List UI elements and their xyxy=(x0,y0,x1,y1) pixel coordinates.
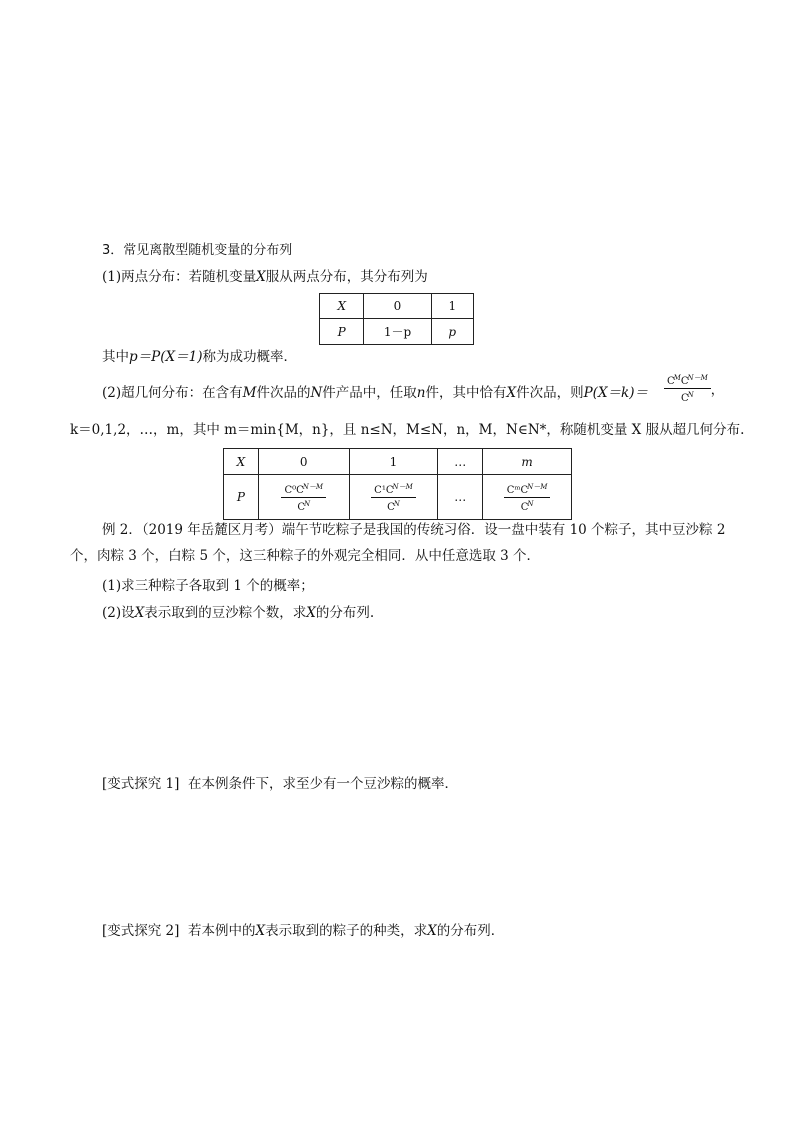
table-cell: … xyxy=(438,449,483,475)
example-question2: (2)设X表示取到的豆沙粽个数，求X的分布列. xyxy=(102,605,375,621)
variant2-label: [变式探究 2] xyxy=(102,923,180,939)
two-point-note: 其中p＝P(X＝1)称为成功概率． xyxy=(102,349,297,365)
table-cell: … xyxy=(438,475,483,520)
variant1 xyxy=(102,775,458,793)
table-cell: 0 xyxy=(258,449,349,475)
variant1-label: [变式探究 1] xyxy=(102,776,180,792)
example-line2: 个，肉粽 3 个，白粽 5 个，这三种粽子的外观完全相同．从中任意选取 3 个． xyxy=(70,548,541,564)
hypergeo-formula: $\frac{C^MC^{N-M}}{C^N}$ ， xyxy=(664,373,724,404)
example-question1: (1)求三种粽子各取到 1 个的概率； xyxy=(102,578,314,594)
hypergeo-line2: k＝0,1,2，…，m，其中 m＝min{M，n}，且 n≤N，M≤N，n，M，N∈N*，称随机变量 X 服从超几何分布. xyxy=(70,422,745,438)
table-cell: 1 xyxy=(431,294,473,319)
table-cell: p xyxy=(431,319,473,345)
two-point-intro: (1)两点分布：若随机变量X服从两点分布，其分布列为 xyxy=(102,269,428,285)
variant1-text: 在本例条件下，求至少有一个豆沙粽的概率． xyxy=(188,776,459,792)
table-cell: 0 xyxy=(364,294,431,319)
table-cell: 1－p xyxy=(364,319,431,345)
table-cell: $\frac{C^1C^{N-M}}{C^N}$ xyxy=(349,475,438,520)
table-cell: 1 xyxy=(349,449,438,475)
hypergeo-line1: (2)超几何分布：在含有M件次品的N件产品中，任取n件，其中恰有X件次品，则P(X＝k)＝ xyxy=(102,385,649,401)
example-line1: 例 2．（2019 年岳麓区月考）端午节吃粽子是我国的传统习俗．设一盘中装有 10 个粽子，其中豆沙粽 2 xyxy=(102,522,726,538)
table-cell: X xyxy=(320,294,364,319)
variant2 xyxy=(102,922,504,940)
section-heading: 3．常见离散型随机变量的分布列 xyxy=(102,243,293,258)
table-cell: $\frac{CᵐC^{N-M}}{C^N}$ xyxy=(483,475,572,520)
table-cell: P xyxy=(224,475,259,520)
table-cell: X xyxy=(224,449,259,475)
table-cell: $\frac{C^0C^{N-M}}{C^N}$ xyxy=(258,475,349,520)
table-cell: m xyxy=(483,449,572,475)
hypergeo-table xyxy=(223,448,572,520)
two-point-table xyxy=(319,293,474,345)
table-cell: P xyxy=(320,319,364,345)
variant2-text: 若本例中的X表示取到的粽子的种类，求X的分布列． xyxy=(188,923,505,939)
